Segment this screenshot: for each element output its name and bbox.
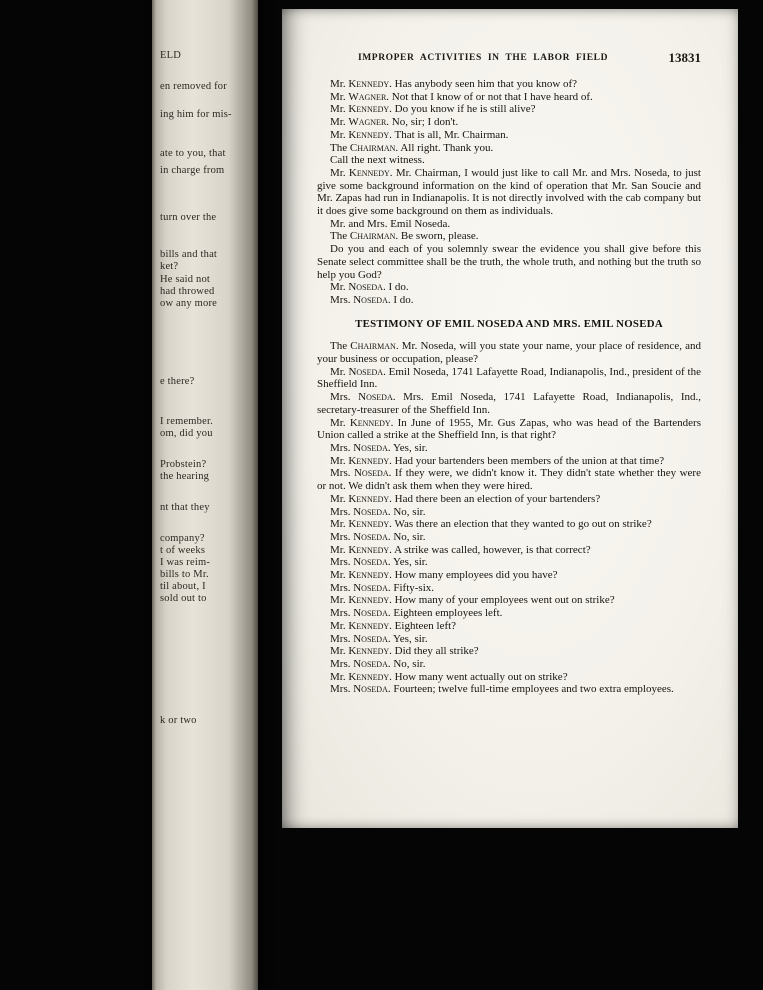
facing-page-text-fragment: e there?: [160, 376, 195, 387]
speaker-name: Kennedy: [348, 670, 390, 683]
speaker-name: Kennedy: [348, 103, 390, 116]
facing-page-text-fragment: ELD: [160, 50, 182, 61]
transcript-paragraph: Mrs. Noseda. If they were, we didn't know it. They didn't state whether they were or not. We didn't ask them when they were hired.: [317, 467, 701, 493]
transcript-paragraph: Mrs. Noseda. I do.: [330, 293, 414, 306]
transcript-paragraph: Mrs. Noseda. No, sir.: [330, 505, 426, 518]
facing-page-text-fragment: had throwed: [160, 286, 215, 297]
speaker-name: Noseda: [353, 293, 388, 306]
transcript-content: [317, 78, 701, 696]
transcript-paragraph: Mr. Kennedy. A strike was called, however, is that correct?: [330, 543, 591, 556]
speaker-name: Noseda: [353, 632, 388, 645]
facing-page-text-fragment: ow any more: [160, 298, 218, 309]
speaker-name: Chairman: [349, 230, 396, 243]
facing-page-text-fragment: ate to you, that: [160, 148, 226, 159]
transcript-paragraph: Mr. Kennedy. In June of 1955, Mr. Gus Zapas, who was head of the Bartenders Union called a strike at the Sheffield Inn, is that right?: [317, 416, 701, 442]
transcript-paragraph: Mr. Kennedy. Has anybody seen him that you know of?: [330, 78, 578, 90]
transcript-paragraph: Mr. Kennedy. Had there been an election of your bartenders?: [330, 492, 601, 505]
transcript-paragraph: Mr. Kennedy. Eighteen left?: [330, 619, 457, 632]
speaker-name: Kennedy: [348, 166, 390, 179]
transcript-paragraph: Mrs. Noseda. Yes, sir.: [330, 556, 428, 569]
transcript-paragraph: Mrs. Noseda. Eighteen employees left.: [330, 607, 503, 620]
speaker-name: Kennedy: [348, 78, 390, 90]
transcript-paragraph: Do you and each of you solemnly swear the evidence you shall give before this Senate select committee shall be the truth, the whole truth, and nothing but the truth so help you God?: [317, 243, 701, 281]
transcript-paragraph: Mr. Kennedy. How many of your employees went out on strike?: [330, 594, 615, 607]
speaker-name: Kennedy: [348, 492, 390, 505]
speaker-name: Noseda: [358, 391, 393, 404]
transcript-paragraph: Mrs. Noseda. Fifty-six.: [330, 581, 435, 594]
facing-page-text-fragment: til about, I: [160, 581, 206, 592]
transcript-paragraph: The Chairman. All right. Thank you.: [330, 141, 494, 154]
transcript-paragraph: Mrs. Noseda. Fourteen; twelve full-time employees and two extra employees.: [330, 683, 674, 696]
transcript-paragraph: Mr. and Mrs. Emil Noseda.: [330, 217, 451, 230]
facing-page-text-fragment: I remember.: [160, 416, 213, 427]
speaker-name: Noseda: [353, 441, 388, 454]
facing-page-text-fragment: bills and that: [160, 249, 218, 260]
running-title: IMPROPER ACTIVITIES IN THE LABOR FIELD: [357, 53, 609, 63]
intro-paragraphs: [317, 78, 701, 307]
page-header: [317, 50, 701, 69]
speaker-name: Kennedy: [348, 645, 390, 658]
transcript-paragraph: Mr. Kennedy. How many went actually out on strike?: [330, 670, 568, 683]
speaker-name: Kennedy: [348, 518, 390, 531]
facing-page-text-fragment: nt that they: [160, 502, 210, 513]
speaker-name: Noseda: [348, 281, 383, 294]
transcript-paragraph: Mr. Kennedy. Had your bartenders been members of the union at that time?: [330, 454, 665, 467]
speaker-name: Noseda: [353, 607, 388, 620]
speaker-name: Kennedy: [348, 569, 390, 582]
transcript-paragraph: The Chairman. Mr. Noseda, will you state your name, your place of residence, and your business or occupation, please?: [317, 340, 701, 366]
facing-page-text-fragment: ing him for mis-: [160, 109, 232, 120]
page-number: 13831: [668, 50, 701, 65]
facing-page-text-fragment: company?: [160, 533, 205, 544]
facing-page-text-fragment: I was reim-: [160, 557, 211, 568]
transcript-paragraph: Mrs. Noseda. No, sir.: [330, 657, 426, 670]
facing-page-text-fragment: He said not: [160, 274, 211, 285]
transcript-paragraph: Mr. Kennedy. Do you know if he is still alive?: [330, 103, 536, 116]
speaker-name: Kennedy: [348, 454, 390, 467]
transcript-paragraph: Mr. Noseda. I do.: [330, 281, 409, 294]
speaker-name: Kennedy: [349, 416, 391, 429]
facing-page-text-fragment: k or two: [160, 715, 197, 726]
transcript-paragraph: Mrs. Noseda. Yes, sir.: [330, 441, 428, 454]
transcript-paragraph: Mrs. Noseda. Yes, sir.: [330, 632, 428, 645]
transcript-paragraph: Mr. Kennedy. That is all, Mr. Chairman.: [330, 128, 509, 141]
speaker-name: Noseda: [353, 530, 388, 543]
transcript-paragraph: Mr. Kennedy. Mr. Chairman, I would just like to call Mr. and Mrs. Noseda, to just give some background information on the kind of operation that Mr. San Soucie and Mr. Zapas had run in Indianapolis. It is not directly involved with the cab company but it does give some background on them as individuals.: [317, 166, 701, 218]
transcript-paragraph: The Chairman. Be sworn, please.: [330, 230, 479, 243]
speaker-name: Wagner: [348, 116, 387, 129]
facing-page-text-fragment: ket?: [160, 261, 179, 272]
facing-page-text-fragment: om, did you: [160, 428, 213, 439]
transcript-paragraph: Mr. Kennedy. How many employees did you have?: [330, 569, 558, 582]
speaker-name: Chairman: [349, 141, 396, 154]
transcript-paragraph: Mr. Noseda. Emil Noseda, 1741 Lafayette Road, Indianapolis, Ind., president of the Sheffield Inn.: [317, 365, 701, 391]
testimony-paragraphs: [317, 340, 701, 696]
facing-page-text-fragment: the hearing: [160, 471, 210, 482]
facing-page-text-fragment: en removed for: [160, 81, 227, 92]
transcript-paragraph: Call the next witness.: [330, 154, 425, 167]
book-page: [282, 9, 738, 828]
speaker-name: Noseda: [353, 657, 388, 670]
speaker-name: Noseda: [353, 556, 388, 569]
speaker-name: Kennedy: [348, 619, 390, 632]
facing-page-text-fragment: bills to Mr.: [160, 569, 209, 580]
facing-page-text-fragment: t of weeks: [160, 545, 206, 556]
facing-page-edge: [152, 0, 258, 990]
speaker-name: Noseda: [353, 505, 388, 518]
transcript-paragraph: Mr. Kennedy. Was there an election that they wanted to go out on strike?: [330, 518, 652, 531]
speaker-name: Kennedy: [348, 543, 390, 556]
transcript-paragraph: Mrs. Noseda. Mrs. Emil Noseda, 1741 Lafayette Road, Indianapolis, Ind., secretary-treasurer of the Sheffield Inn.: [317, 391, 701, 416]
facing-page-text-fragment: Probstein?: [160, 459, 207, 470]
speaker-name: Chairman: [350, 340, 396, 353]
speaker-name: Noseda: [353, 683, 388, 696]
speaker-name: Noseda: [353, 467, 389, 480]
transcript-paragraph: Mrs. Noseda. No, sir.: [330, 530, 426, 543]
section-heading: TESTIMONY OF EMIL NOSEDA AND MRS. EMIL NOSEDA: [355, 317, 663, 330]
speaker-name: Wagner: [348, 90, 387, 103]
facing-page-text-fragment: turn over the: [160, 212, 217, 223]
transcript-paragraph: Mr. Kennedy. Did they all strike?: [330, 645, 479, 658]
speaker-name: Kennedy: [348, 594, 390, 607]
speaker-name: Kennedy: [348, 128, 390, 141]
speaker-name: Noseda: [353, 581, 388, 594]
speaker-name: Noseda: [348, 365, 384, 378]
transcript-paragraph: Mr. Wagner. Not that I know of or not that I have heard of.: [330, 90, 593, 103]
transcript-paragraph: Mr. Wagner. No, sir; I don't.: [330, 116, 459, 129]
facing-page-text-fragment: sold out to: [160, 593, 207, 604]
facing-page-text-fragment: in charge from: [160, 165, 225, 176]
